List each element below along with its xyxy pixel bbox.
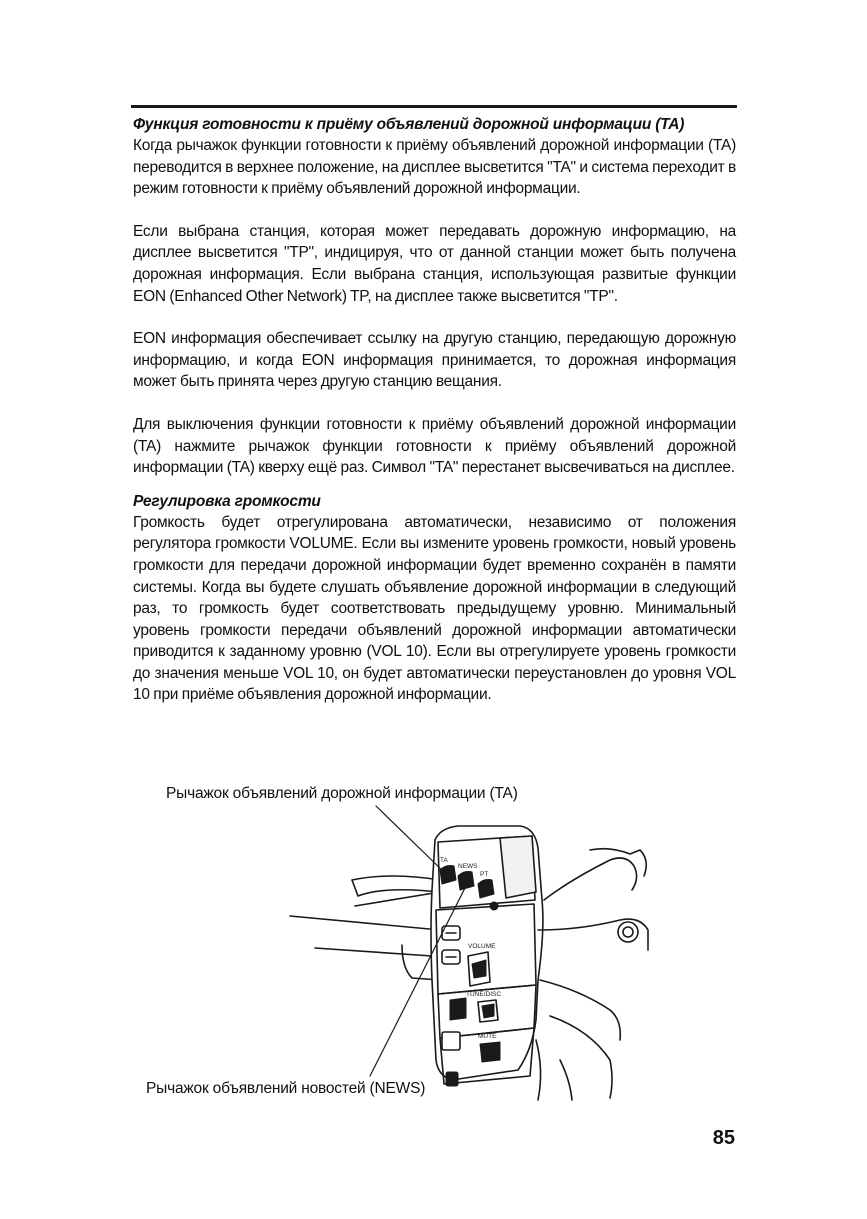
- handlebar-illustration: [140, 780, 740, 1120]
- handlebar-switch-figure: [140, 780, 740, 1120]
- ta-paragraph-2: Если выбрана станция, которая может передавать дорожную информацию, на дисплее высветится "TP", индицируя, что от данной станции может быть получена дорожная информация. Если выбрана станция, использующая развитые функции EON (Enhanced Other Network) TP, на дисплее также высветится "TP".: [133, 222, 736, 305]
- switch-label-volume: VOLUME: [468, 943, 496, 950]
- volume-section-heading: Регулировка громкости: [133, 492, 321, 510]
- ta-section-heading: Функция готовности к приёму объявлений дорожной информации (TA): [133, 116, 685, 133]
- switch-label-pt: PT: [480, 871, 489, 878]
- volume-paragraph: Громкость будет отрегулирована автоматически, независимо от положения регулятора громкости VOLUME. Если вы измените уровень громкости, новый уровень громкости для передачи дорожной информации будет временно сохранён в памяти системы. Когда вы будете слушать объявление дорожной информации в следующий раз, то громкость будет соответствовать предыдущему уровню. Минимальный уровень громкости передачи объявлений дорожной информации автоматически приводится к заданному уровню (VOL 10). Если вы отрегулируете уровень громкости до значения меньше VOL 10, он будет автоматически переустановлен до уровня VOL 10 при приёме объявления дорожной информации.: [133, 513, 736, 704]
- switch-label-tune-disc: TUNE/DISC: [466, 991, 502, 998]
- ta-lever-callout: Рычажок объявлений дорожной информации (TA): [166, 785, 518, 802]
- switch-label-ta: TA: [440, 857, 448, 864]
- news-lever-callout: Рычажок объявлений новостей (NEWS): [146, 1080, 426, 1097]
- header-rule: [131, 105, 737, 108]
- ta-paragraph-3: EON информация обеспечивает ссылку на другую станцию, передающую дорожную информацию, и когда EON информация принимается, то дорожная информация может быть принята через другую станцию вещания.: [133, 330, 736, 391]
- page-content: [133, 114, 736, 706]
- switch-label-news: NEWS: [458, 863, 478, 870]
- ta-paragraph-1: Когда рычажок функции готовности к приёму объявлений дорожной информации (TA) переводится в верхнее положение, на дисплее высветится "TA" и система переходит в режим готовности к приёму объявлений дорожной информации.: [133, 137, 736, 198]
- ta-paragraph-4: Для выключения функции готовности к приёму объявлений дорожной информации (TA) нажмите рычажок функции готовности к приёму объявлений дорожной информации (TA) кверху ещё раз. Символ "TA" перестанет высвечиваться на дисплее.: [133, 415, 736, 477]
- page-number: 85: [712, 1127, 735, 1149]
- switch-label-mute: MUTE: [478, 1033, 497, 1040]
